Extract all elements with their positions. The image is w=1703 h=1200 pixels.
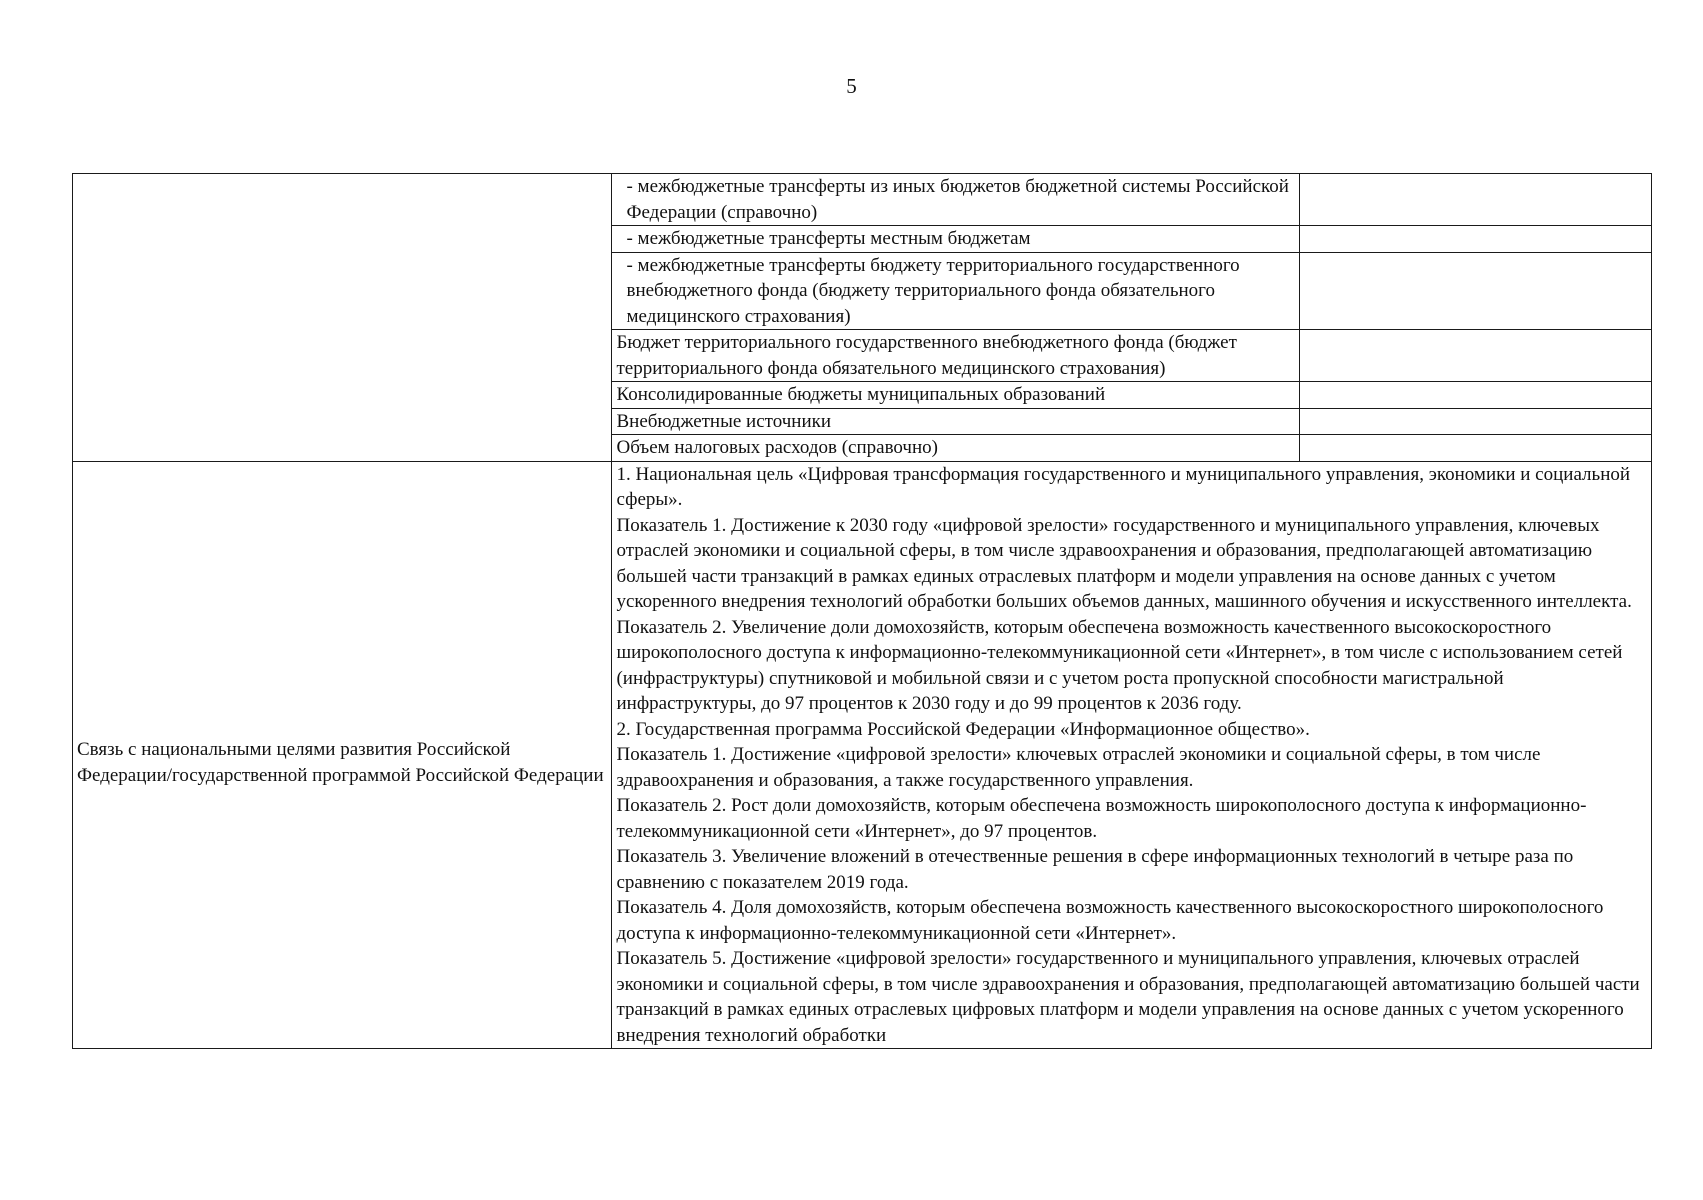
funding-value [1299,382,1651,409]
goal-line: Показатель 3. Увеличение вложений в отечественные решения в сфере информационных технологий в четыре раза по сравнению с показателем 2019 года. [616,846,1574,893]
funding-value [1299,174,1651,226]
funding-label: - межбюджетные трансферты из иных бюджетов бюджетной системы Российской Федерации (справочно) [612,174,1299,226]
funding-value [1299,435,1651,462]
funding-value [1299,330,1651,382]
national-goals-row [73,461,1652,1049]
funding-label: - межбюджетные трансферты местным бюджетам [612,226,1299,253]
funding-label: Внебюджетные источники [612,408,1299,435]
funding-value [1299,226,1651,253]
funding-label: - межбюджетные трансферты бюджету территориального государственного внебюджетного фонда (бюджету территориального фонда обязательного медицинского страхования) [612,252,1299,330]
national-goals-title: Связь с национальными целями развития Российской Федерации/государственной программой Российской Федерации [73,461,612,1049]
page-number: 5 [846,74,857,98]
goal-line: Показатель 1. Достижение к 2030 году «цифровой зрелости» государственного и муниципального управления, ключевых отраслей экономики и социальной сферы, в том числе здравоохранения и образования, предполагающей автоматизацию большей части транзакций в рамках единых отраслевых платформ и модели управления на основе данных с учетом ускоренного внедрения технологий обработки больших объемов данных, машинного обучения и искусственного интеллекта. [616,514,1632,612]
funding-value [1299,408,1651,435]
national-goals-content [612,461,1652,1049]
goal-line: Показатель 5. Достижение «цифровой зрелости» государственного и муниципального управления, ключевых отраслей экономики и социальной сферы, в том числе здравоохранения и образования, предполагающей автоматизацию большей части транзакций в рамках единых отраслевых цифровых платформ и модели управления на основе данных с учетом ускоренного внедрения технологий обработки [616,948,1640,1046]
goal-line: 1. Национальная цель «Цифровая трансформация государственного и муниципального управления, экономики и социальной сферы». [616,463,1631,510]
empty-header-cell [73,174,612,462]
funding-label: Бюджет территориального государственного внебюджетного фонда (бюджет территориального фонда обязательного медицинского страхования) [612,330,1299,382]
funding-label: Объем налоговых расходов (справочно) [612,435,1299,462]
passport-table [72,173,1652,1049]
goal-line: Показатель 2. Увеличение доли домохозяйств, которым обеспечена возможность качественного высокоскоростного широкополосного доступа к информационно-телекоммуникационной сети «Интернет», в том числе с использованием сетей (инфраструктуры) спутниковой и мобильной связи и с учетом роста пропускной способности магистральной инфраструктуры, до 97 процентов к 2030 году и до 99 процентов к 2036 году. [616,616,1623,714]
goal-line: Показатель 4. Доля домохозяйств, которым обеспечена возможность качественного высокоскоростного широкополосного доступа к информационно-телекоммуникационной сети «Интернет». [616,897,1604,944]
goal-line: Показатель 1. Достижение «цифровой зрелости» ключевых отраслей экономики и социальной сферы, в том числе здравоохранения и образования, а также государственного управления. [616,744,1541,791]
goal-line: 2. Государственная программа Российской Федерации «Информационное общество». [616,718,1310,740]
funding-row [73,174,1652,226]
goal-line: Показатель 2. Рост доли домохозяйств, которым обеспечена возможность широкополосного доступа к информационно-телекоммуникационной сети «Интернет», до 97 процентов. [616,795,1587,842]
funding-label: Консолидированные бюджеты муниципальных образований [612,382,1299,409]
funding-value [1299,252,1651,330]
